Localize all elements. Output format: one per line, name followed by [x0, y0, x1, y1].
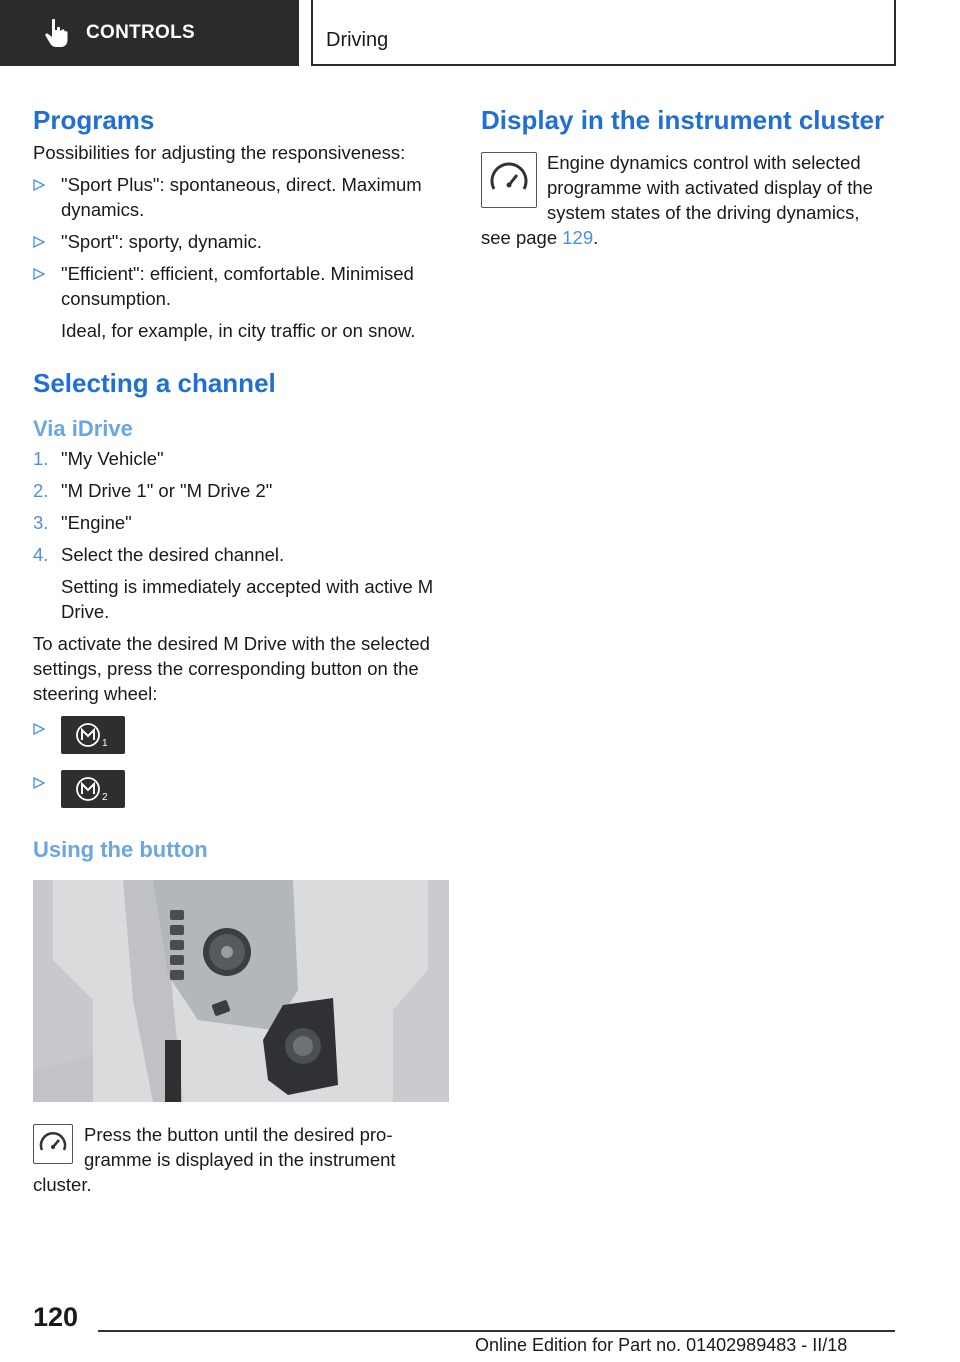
step-text: "My Vehicle" [61, 448, 164, 469]
selecting-channel-heading: Selecting a channel [33, 368, 276, 398]
speedometer-icon [33, 1124, 73, 1164]
step-3 [33, 510, 449, 535]
chapter-tab[interactable] [0, 0, 299, 66]
display-line-2: programme with activated display of the [547, 177, 873, 198]
left-column [33, 104, 449, 1197]
edition-text: Online Edition for Part no. 01402989483 - II/18 [475, 1335, 848, 1355]
m1-button-icon [61, 716, 125, 754]
step-number: 4. [33, 544, 49, 565]
section-label: Driving [326, 29, 389, 51]
see-page-suffix: . [593, 227, 599, 248]
step-1 [33, 446, 449, 471]
programs-intro: Possibilities for adjusting the responsiveness: [33, 142, 406, 163]
bullet-text: "Sport": sporty, dynamic. [61, 231, 262, 252]
triangle-bullet-icon [33, 236, 45, 248]
page-number: 120 [33, 1302, 79, 1332]
see-page-prefix: see page [481, 227, 563, 248]
step-4-note: Setting is immediately accepted with active M Drive. [61, 576, 434, 622]
triangle-bullet-icon [33, 777, 45, 789]
display-line-3: system states of the driving dynamics, [547, 202, 860, 223]
step-text: "Engine" [61, 512, 132, 533]
step-text: "M Drive 1" or "M Drive 2" [61, 480, 273, 501]
program-bullet-sport [33, 229, 449, 254]
triangle-bullet-icon [33, 268, 45, 280]
press-line-3: cluster. [33, 1174, 92, 1195]
display-cluster-heading: Display in the instrument cluster [481, 105, 885, 135]
svg-text:1: 1 [102, 738, 108, 749]
speedometer-icon [481, 152, 537, 208]
right-column [481, 104, 891, 250]
triangle-bullet-icon [33, 179, 45, 191]
using-button-heading: Using the button [33, 837, 208, 862]
step-number: 1. [33, 448, 49, 469]
section-tab [311, 0, 896, 66]
via-idrive-heading: Via iDrive [33, 416, 133, 441]
program-bullet-efficient [33, 261, 449, 311]
press-line-1: Press the button until the desired pro- [84, 1124, 393, 1145]
press-button-note [33, 1122, 449, 1197]
programs-heading: Programs [33, 105, 155, 135]
program-bullet-sport-plus [33, 172, 449, 222]
footer-divider [98, 1330, 895, 1332]
hand-pointer-icon [40, 16, 74, 50]
display-line-1: Engine dynamics control with selected [547, 152, 861, 173]
m2-bullet [33, 770, 449, 810]
step-text: Select the desired channel. [61, 544, 285, 565]
step-2 [33, 478, 449, 503]
chapter-label: CONTROLS [86, 22, 196, 43]
see-page-line [481, 225, 598, 250]
step-4 [33, 542, 449, 567]
m2-button-icon [61, 770, 125, 808]
step-number: 2. [33, 480, 49, 501]
page-129-link[interactable]: 129 [562, 227, 594, 248]
press-line-2: gramme is displayed in the instrument [84, 1149, 396, 1170]
display-note [481, 150, 891, 250]
activate-text: To activate the desired M Drive with the selected settings, press the corresponding button on the steering wheel: [33, 633, 430, 704]
triangle-bullet-icon [33, 723, 45, 735]
efficient-note: Ideal, for example, in city traffic or on snow. [61, 320, 416, 341]
m1-bullet [33, 716, 449, 756]
bullet-text: "Efficient": efficient, comfortable. Minimised consumption. [61, 263, 414, 309]
svg-text:2: 2 [102, 792, 108, 803]
bullet-text: "Sport Plus": spontaneous, direct. Maximum dynamics. [61, 174, 422, 220]
center-console-photo [33, 880, 449, 1102]
step-number: 3. [33, 512, 49, 533]
